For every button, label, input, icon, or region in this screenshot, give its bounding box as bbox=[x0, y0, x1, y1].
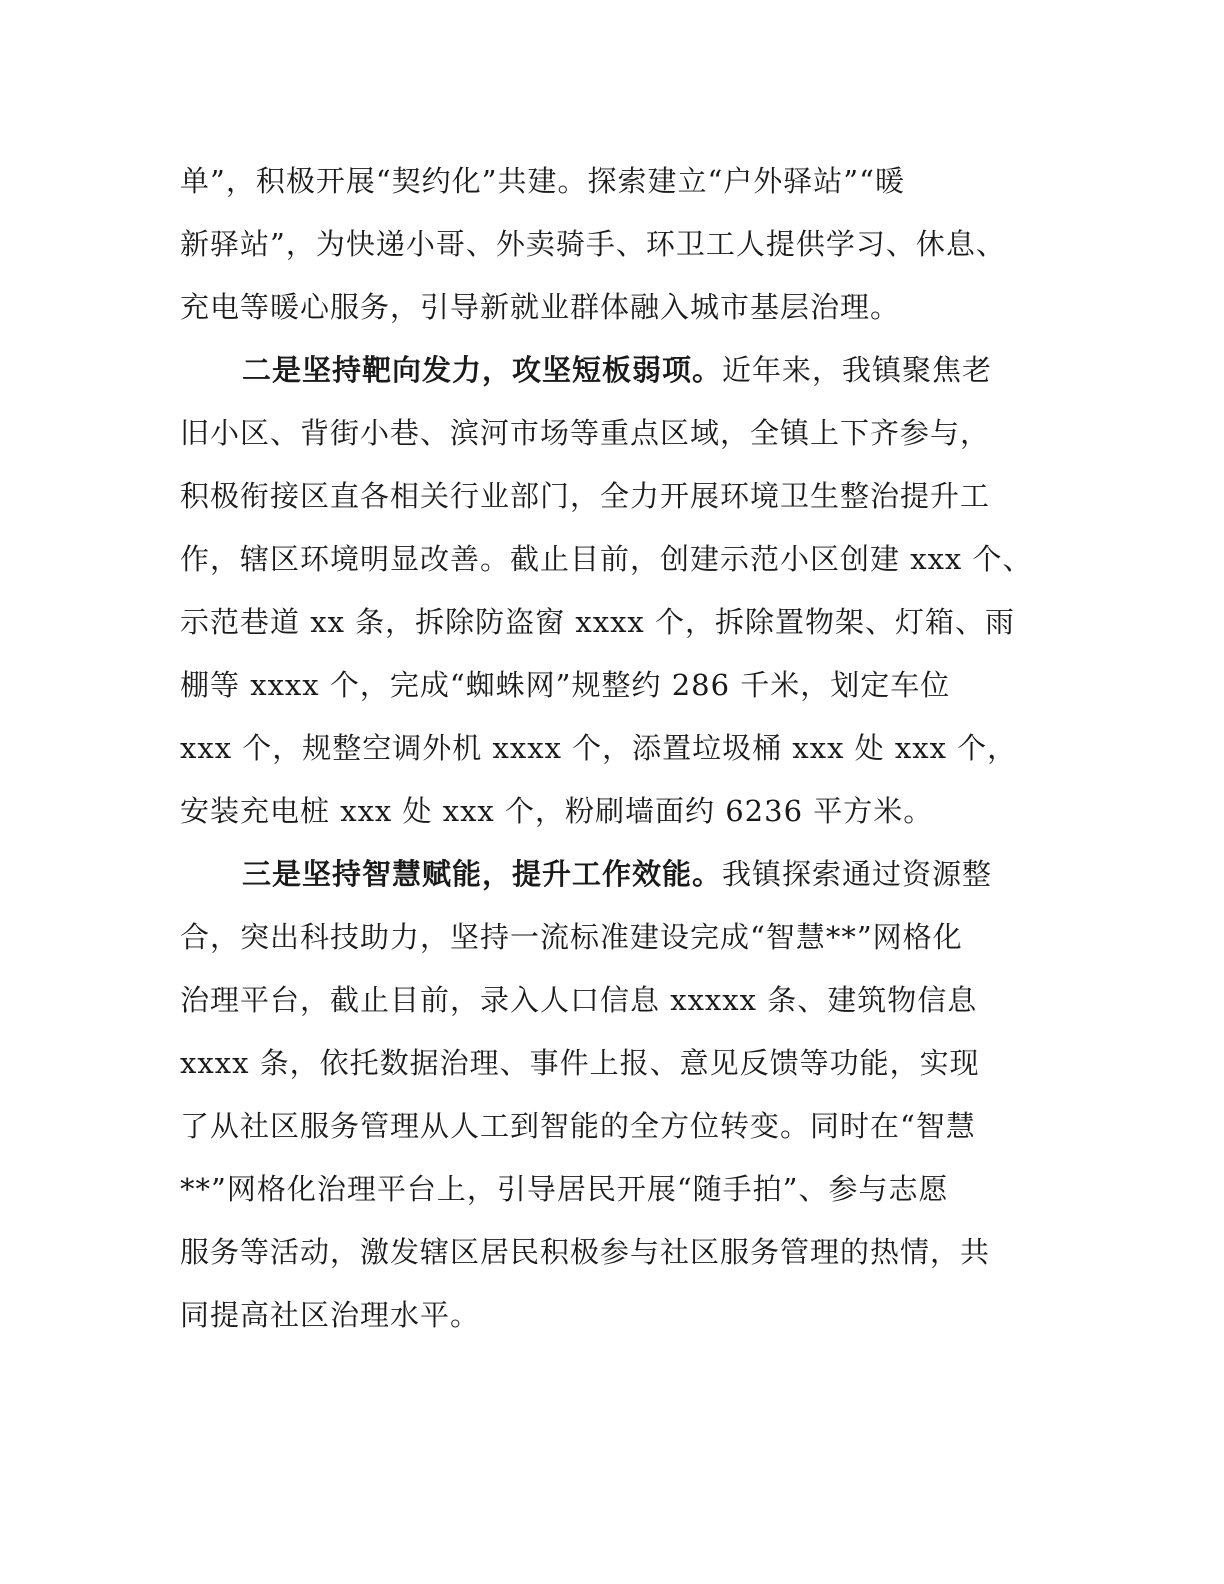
text-line: 单”，积极开展“契约化”共建。探索建立“户外驿站”“暖 bbox=[180, 164, 905, 198]
text-line: 作，辖区环境明显改善。截止目前，创建示范小区创建 xxx 个、 bbox=[180, 542, 1033, 576]
text-line: xxxx 条，依托数据治理、事件上报、意见反馈等功能，实现 bbox=[180, 1046, 980, 1080]
text-line: 棚等 xxxx 个，完成“蜘蛛网”规整约 286 千米，划定车位 bbox=[180, 668, 951, 702]
text-line: 充电等暖心服务，引导新就业群体融入城市基层治理。 bbox=[180, 290, 901, 324]
text-line: 新驿站”，为快递小哥、外卖骑手、环卫工人提供学习、休息、 bbox=[180, 227, 1006, 261]
text-line: 积极衔接区直各相关行业部门，全力开展环境卫生整治提升工 bbox=[180, 479, 991, 513]
text-line: xxx 个，规整空调外机 xxxx 个，添置垃圾桶 xxx 处 xxx 个， bbox=[180, 731, 1018, 765]
text-span: 近年来，我镇聚焦老 bbox=[722, 353, 993, 387]
text-span: 我镇探索通过资源整 bbox=[722, 857, 993, 891]
paragraph-first-line bbox=[180, 843, 1050, 906]
text-line: **”网格化治理平台上，引导居民开展“随手拍”、参与志愿 bbox=[180, 1172, 949, 1206]
text-line: 示范巷道 xx 条，拆除防盗窗 xxxx 个，拆除置物架、灯箱、雨 bbox=[180, 605, 1016, 639]
text-line: 治理平台，截止目前，录入人口信息 xxxxx 条、建筑物信息 bbox=[180, 983, 978, 1017]
paragraph-heading: 二是坚持靶向发力，攻坚短板弱项。 bbox=[242, 353, 723, 387]
text-line: 旧小区、背街小巷、滨河市场等重点区域，全镇上下齐参与， bbox=[180, 416, 991, 450]
text-line: 同提高社区治理水平。 bbox=[180, 1298, 481, 1332]
text-line: 服务等活动，激发辖区居民积极参与社区服务管理的热情，共 bbox=[180, 1235, 991, 1269]
text-line: 了从社区服务管理从人工到智能的全方位转变。同时在“智慧 bbox=[180, 1109, 976, 1143]
paragraph-heading: 三是坚持智慧赋能，提升工作效能。 bbox=[242, 857, 723, 891]
paragraph-2 bbox=[180, 339, 1050, 843]
document-body bbox=[180, 150, 1050, 1347]
paragraph-1 bbox=[180, 150, 1050, 339]
text-line: 合，突出科技助力，坚持一流标准建设完成“智慧**”网格化 bbox=[180, 920, 963, 954]
paragraph-3 bbox=[180, 843, 1050, 1347]
paragraph-first-line bbox=[180, 339, 1050, 402]
text-line: 安装充电桩 xxx 处 xxx 个，粉刷墙面约 6236 平方米。 bbox=[180, 794, 934, 828]
